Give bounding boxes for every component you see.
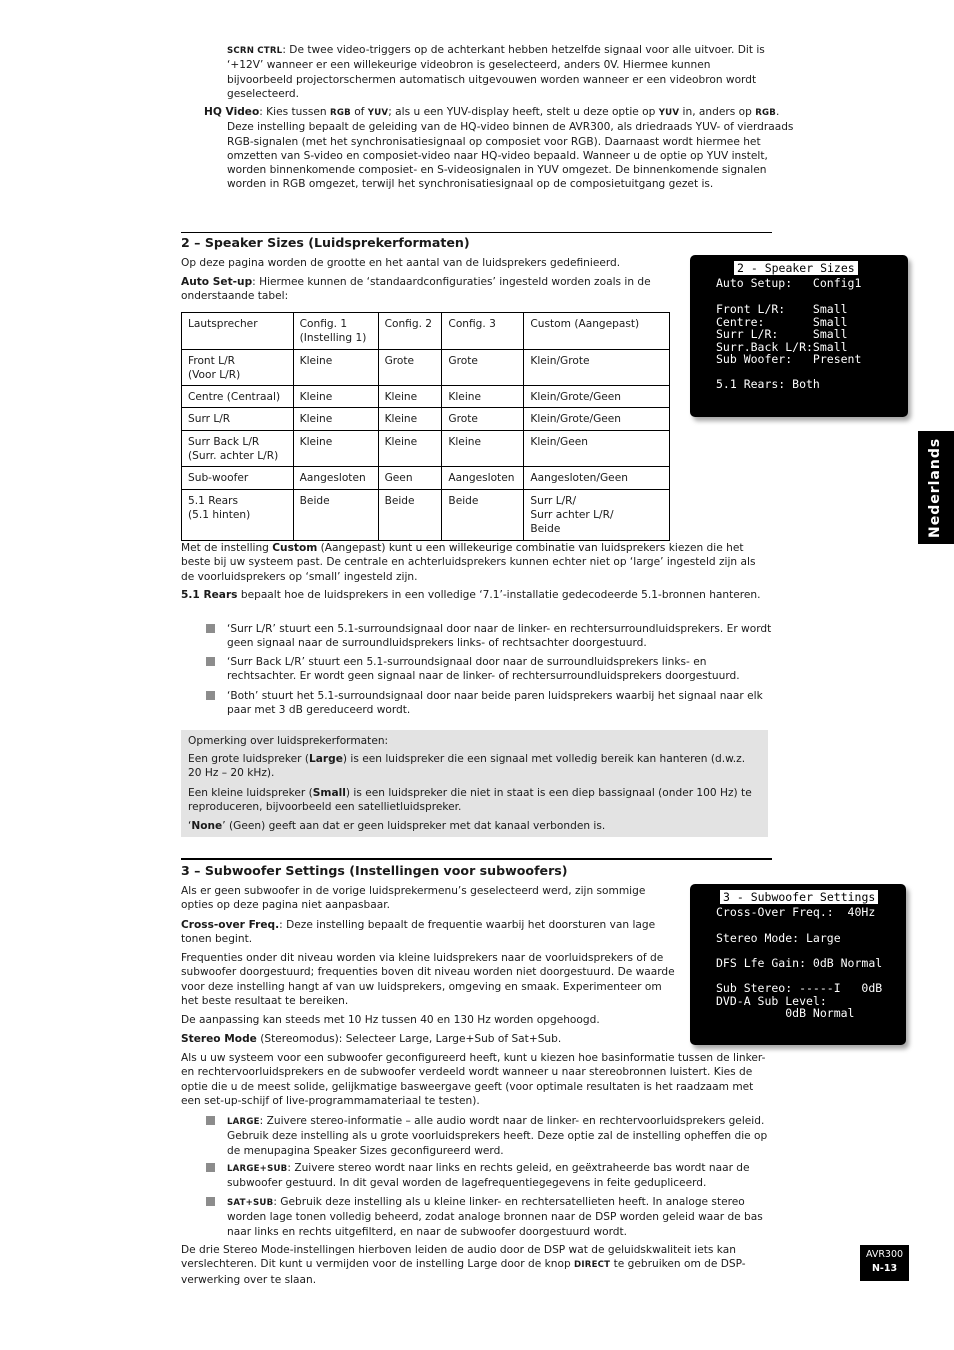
sat-sub-text: : Gebruik deze instelling als u kleine linker- en rechtersatellieten heeft. In analoge stereo worden lage tonen volledig beheerd, zodat analoge bronnen naar de DSP worden geleid waar de bas naar links en rechts uitgefilterd, en naar de subwoofer doorgestuurd wordt. (227, 1196, 763, 1238)
hq-text-5: . Deze instelling bepaalt de geleiding van de HQ-video binnen de AVR300, als driedraads YUV- of vierdraads RGB-signalen (met het synchronisatiesignaal op composiet voor RGB). Daarnaast wordt hiermee het omzetten van S-video en composiet-video naar HQ-video bepaald. Wanneer u de optie op YUV instelt, worden binnenkomende composiet- en S-videosignalen in YUV omgezet. De binnenkomende signalen worden in RGB omgezet, terwijl het synchronisatiesignaal op de composietuitgang gezet is. (227, 106, 794, 191)
footer-page-number: N-13 (871, 1263, 898, 1274)
table-row (182, 467, 670, 489)
rears-text: bepaalt hoe de luidsprekers in een volledige ‘7.1’-installatie gedecodeerde 5.1-bronnen hanteren. (237, 589, 761, 601)
note-none (188, 819, 758, 833)
frequency-paragraph: Frequenties onder dit niveau worden via kleine luidsprekers naar de voorluidsprekers of de subwoofer doorgestuurd; frequenties boven dit niveau worden niet doorgestuurd. De waarde voor deze instelling hangt af van uw luidsprekers, omgeving en smaak. Experimenteer om het beste resultaat te bereiken. (181, 952, 675, 1007)
yuv-label: YUV (367, 108, 389, 118)
table-cell: Kleine (378, 386, 442, 408)
table-cell: Kleine (442, 386, 524, 408)
table-cell: Kleine (293, 430, 378, 467)
table-cell: Klein/Grote/Geen (524, 386, 670, 408)
table-row (182, 386, 670, 408)
note-large-label: Large (309, 753, 343, 765)
custom-label: Custom (272, 542, 318, 554)
table-cell: Aangesloten (293, 467, 378, 489)
note-none-1: ‘ (188, 820, 192, 832)
note-large-2: ) is een luidspreker die een signaal met volledig bereik kan hanteren (d.w.z. 20 Hz – 20 kHz). (188, 753, 746, 780)
table-cell: Surr L/R (182, 408, 294, 430)
yuv-label-2: YUV (658, 108, 680, 118)
screen-line: 0dB Normal (716, 1006, 855, 1020)
table-cell: Centre (Centraal) (182, 386, 294, 408)
table-header-cell: Config. 3 (442, 313, 524, 350)
crossover-text: : Deze instelling bepaalt de frequentie waarbij het doorsturen van lage tonen begint. (181, 919, 656, 946)
table-header-row (182, 313, 670, 350)
direct-label: DIRECT (574, 1260, 611, 1271)
rgb-label-2: RGB (755, 108, 777, 118)
crossover-label: Cross-over Freq. (181, 919, 280, 931)
crossover-paragraph (181, 918, 676, 947)
table-header-cell: Custom (Aangepast) (524, 313, 670, 350)
note-small-2: ) is een luidspreker die niet in staat is een diep bassignaal (onder 100 Hz) te reproduceren, bijvoorbeeld een satellietluidspreker. (188, 787, 752, 814)
stereo-mode-label: Stereo Mode (181, 1033, 257, 1045)
rears-bullet-2: ‘Surr Back L/R’ stuurt een 5.1-surroundsignaal door naar de surroundluidsprekers links- en rechtsachter. Er wordt geen signaal naar de linker- of rechtersurroundluidsprekers doorgestuurd. (227, 656, 740, 683)
stereo-mode-paragraph (181, 1032, 676, 1046)
screen-title: 3 - Subwoofer Settings (720, 890, 878, 904)
table-cell: Sub-woofer (182, 467, 294, 489)
table-row (182, 489, 670, 540)
scrn-ctrl-paragraph (227, 43, 772, 101)
auto-setup-text: : Hiermee kunnen de ‘standaardconfiguraties’ ingesteld worden zoals in de onderstaande tabel: (181, 276, 651, 303)
hq-video-label: HQ Video (204, 106, 260, 118)
table-cell: Beide (442, 489, 524, 540)
table-cell: Geen (378, 467, 442, 489)
screen-line: Front L/R: Small (716, 302, 848, 316)
custom-paragraph (181, 541, 772, 584)
table-cell: Kleine (378, 408, 442, 430)
stereo-bullet-large (227, 1114, 772, 1158)
table-cell: Kleine (293, 408, 378, 430)
screen-line: DVD-A Sub Level: (716, 994, 827, 1008)
screen-line: Stereo Mode: Large (716, 931, 841, 945)
bullet-icon (206, 1163, 215, 1172)
table-cell: 5.1 Rears (5.1 hinten) (182, 489, 294, 540)
sat-sub-label: SAT+SUB (227, 1198, 274, 1208)
note-large (188, 752, 758, 781)
note-none-label: None (191, 820, 223, 832)
screen-line: 5.1 Rears: Both (716, 377, 820, 391)
screen-line: DFS Lfe Gain: 0dB Normal (716, 956, 883, 970)
speaker-sizes-screen (690, 255, 908, 417)
stereo-bullet-large-sub (227, 1161, 772, 1191)
screen-line: Sub Woofer: Present (716, 352, 862, 366)
hq-text-1: : Kies tussen (259, 106, 330, 118)
table-header-cell: Lautsprecher (182, 313, 294, 350)
screen-title: 2 - Speaker Sizes (734, 261, 858, 275)
step-paragraph: De aanpassing kan steeds met 10 Hz tussen 40 en 130 Hz worden opgehoogd. (181, 1014, 600, 1026)
custom-text-2: (Aangepast) kunt u een willekeurige combinatie van luidsprekers kiezen die het beste bij uw systeem past. De centrale en achterluidsprekers kunnen echter niet op ‘large’ ingesteld zijn als de voorluidsprekers op ‘small’ ingesteld zijn. (181, 542, 756, 583)
table-cell: Klein/Grote (524, 349, 670, 386)
large-sub-label: LARGE+SUB (227, 1164, 288, 1174)
table-cell: Beide (378, 489, 442, 540)
note-none-2: ’ (Geen) geeft aan dat er geen luidspreker met dat kanaal verbonden is. (222, 820, 606, 832)
table-cell: Klein/Grote/Geen (524, 408, 670, 430)
table-row (182, 349, 670, 386)
note-title: Opmerking over luidsprekerformaten: (188, 735, 389, 747)
scrn-ctrl-text: : De twee video-triggers op de achterkant hebben hetzelfde signaal voor alle uitvoer. Dit is ‘+12V’ wanneer er een willekeurige videobron is geselecteerd, anders 0V. Hiermee kunnen bijvoorbeeld projectorschermen automatisch uitgevouwen worden wanneer er een videobron wordt geselecteerd. (227, 44, 765, 100)
bullet-icon (206, 691, 215, 700)
language-tab-label: Nederlands (927, 437, 943, 538)
note-small-label: Small (312, 787, 346, 799)
screen-line: Centre: Small (716, 315, 848, 329)
screen-line: Auto Setup: Config1 (716, 276, 862, 290)
custom-text-1: Met de instelling (181, 542, 273, 554)
footer-page-badge (860, 1245, 909, 1281)
hq-text-4: in, anders op (679, 106, 756, 118)
speaker-config-table (181, 312, 670, 541)
table-cell: Kleine (442, 430, 524, 467)
table-cell: Surr Back L/R (Surr. achter L/R) (182, 430, 294, 467)
screen-line: Surr L/R: Small (716, 327, 848, 341)
table-cell: Kleine (293, 386, 378, 408)
hq-video-paragraph (204, 105, 795, 192)
section-3-intro: Als er geen subwoofer in de vorige luidsprekermenu’s geselecteerd werd, zijn sommige opties op deze pagina niet aanpasbaar. (181, 885, 646, 912)
final-text-1: De drie Stereo Mode-instellingen hierboven leiden de audio door de DSP wat de geluidskwaliteit iets kan verslechteren. Dit kunt u vermijden voor de instelling Large door de knop (181, 1244, 736, 1271)
large-label: LARGE (227, 1117, 260, 1127)
section-2-intro: Op deze pagina worden de grootte en het aantal van de luidsprekers gedefinieerd. (181, 257, 621, 269)
table-cell: Grote (442, 408, 524, 430)
screen-line: Sub Stereo: -----I 0dB (716, 981, 883, 995)
section-2-rule (181, 232, 772, 233)
table-cell: Klein/Geen (524, 430, 670, 467)
hq-text-3: ; als u een YUV-display heeft, stelt u deze optie op (388, 106, 659, 118)
bullet-icon (206, 657, 215, 666)
speaker-size-note (181, 730, 768, 837)
table-header-cell: Config. 1 (Instelling 1) (293, 313, 378, 350)
stereo-mode-text: (Stereomodus): Selecteer Large, Large+Sub of Sat+Sub. (256, 1033, 562, 1045)
footer-model: AVR300 (865, 1249, 904, 1260)
bullet-icon (206, 1116, 215, 1125)
section-3-rule (181, 858, 772, 860)
note-small (188, 786, 758, 815)
note-small-1: Een kleine luidspreker ( (188, 787, 313, 799)
table-cell: Beide (293, 489, 378, 540)
final-text-2: te gebruiken om de DSP-verwerking over te slaan. (181, 1258, 746, 1286)
bullet-icon (206, 1197, 215, 1206)
table-header-cell: Config. 2 (378, 313, 442, 350)
table-cell: Grote (378, 349, 442, 386)
subwoofer-settings-screen (690, 884, 906, 1045)
large-text: : Zuivere stereo-informatie – alle audio wordt naar de linker- en rechtervoorluidsprekers geleid. Gebruik deze instelling als u grote voorluidsprekers heeft. Deze optie zal de instelling opheffen die op de menupagina Speaker Sizes geconfigureerd werd. (227, 1115, 768, 1157)
rears-label: 5.1 Rears (181, 589, 238, 601)
table-cell: Kleine (378, 430, 442, 467)
bullet-icon (206, 624, 215, 633)
screen-line: Cross-Over Freq.: 40Hz (716, 905, 876, 919)
table-cell: Kleine (293, 349, 378, 386)
table-row (182, 408, 670, 430)
hq-text-2: of (350, 106, 368, 118)
table-row (182, 430, 670, 467)
scrn-ctrl-label: SCRN CTRL (227, 46, 283, 56)
table-cell: Grote (442, 349, 524, 386)
table-cell: Front L/R (Voor L/R) (182, 349, 294, 386)
section-3-heading: 3 – Subwoofer Settings (Instellingen voor subwoofers) (181, 863, 568, 878)
rgb-label: RGB (330, 108, 351, 118)
rears-paragraph (181, 588, 772, 602)
table-cell: Aangesloten (442, 467, 524, 489)
bass-paragraph: Als u uw systeem voor een subwoofer geconfigureerd heeft, kunt u kiezen hoe basinformatie tussen de linker- en rechtervoorluidsprekers en de subwoofer verdeeld wordt wanneer u naar stereobronnen luistert. Kies de optie die u de meest solide, gelijkmatige basweergave geeft (voor optimale resultaten is het raadzaam met een set-up-schijf of live-programmamateriaal te testen). (181, 1052, 766, 1107)
section-2-heading: 2 – Speaker Sizes (Luidsprekerformaten) (181, 235, 470, 250)
stereo-bullet-sat-sub (227, 1195, 772, 1239)
final-paragraph (181, 1243, 772, 1287)
screen-line: Surr.Back L/R:Small (716, 340, 848, 354)
auto-setup-paragraph (181, 275, 676, 304)
rears-bullet-3: ‘Both’ stuurt het 5.1-surroundsignaal door naar beide paren luidsprekers waarbij het signaal naar elk paar met 3 dB gereduceerd wordt. (227, 690, 763, 717)
rears-bullet-1: ‘Surr L/R’ stuurt een 5.1-surroundsignaal door naar de linker- en rechtersurroundluidsprekers. Er wordt geen signaal naar de surroundluidsprekers links- of rechtsachter doorgestuurd. (227, 623, 772, 650)
note-large-1: Een grote luidspreker ( (188, 753, 309, 765)
language-side-tab (918, 431, 954, 544)
table-cell: Aangesloten/Geen (524, 467, 670, 489)
auto-setup-label: Auto Set-up (181, 276, 253, 288)
table-cell: Surr L/R/ Surr achter L/R/ Beide (524, 489, 670, 540)
large-sub-text: : Zuivere stereo wordt naar links en rechts geleid, en geëxtraheerde bas wordt naar de subwoofer gestuurd. In dit geval worden de lagefrequentiegegevens in feite gedupliceerd. (227, 1162, 750, 1190)
